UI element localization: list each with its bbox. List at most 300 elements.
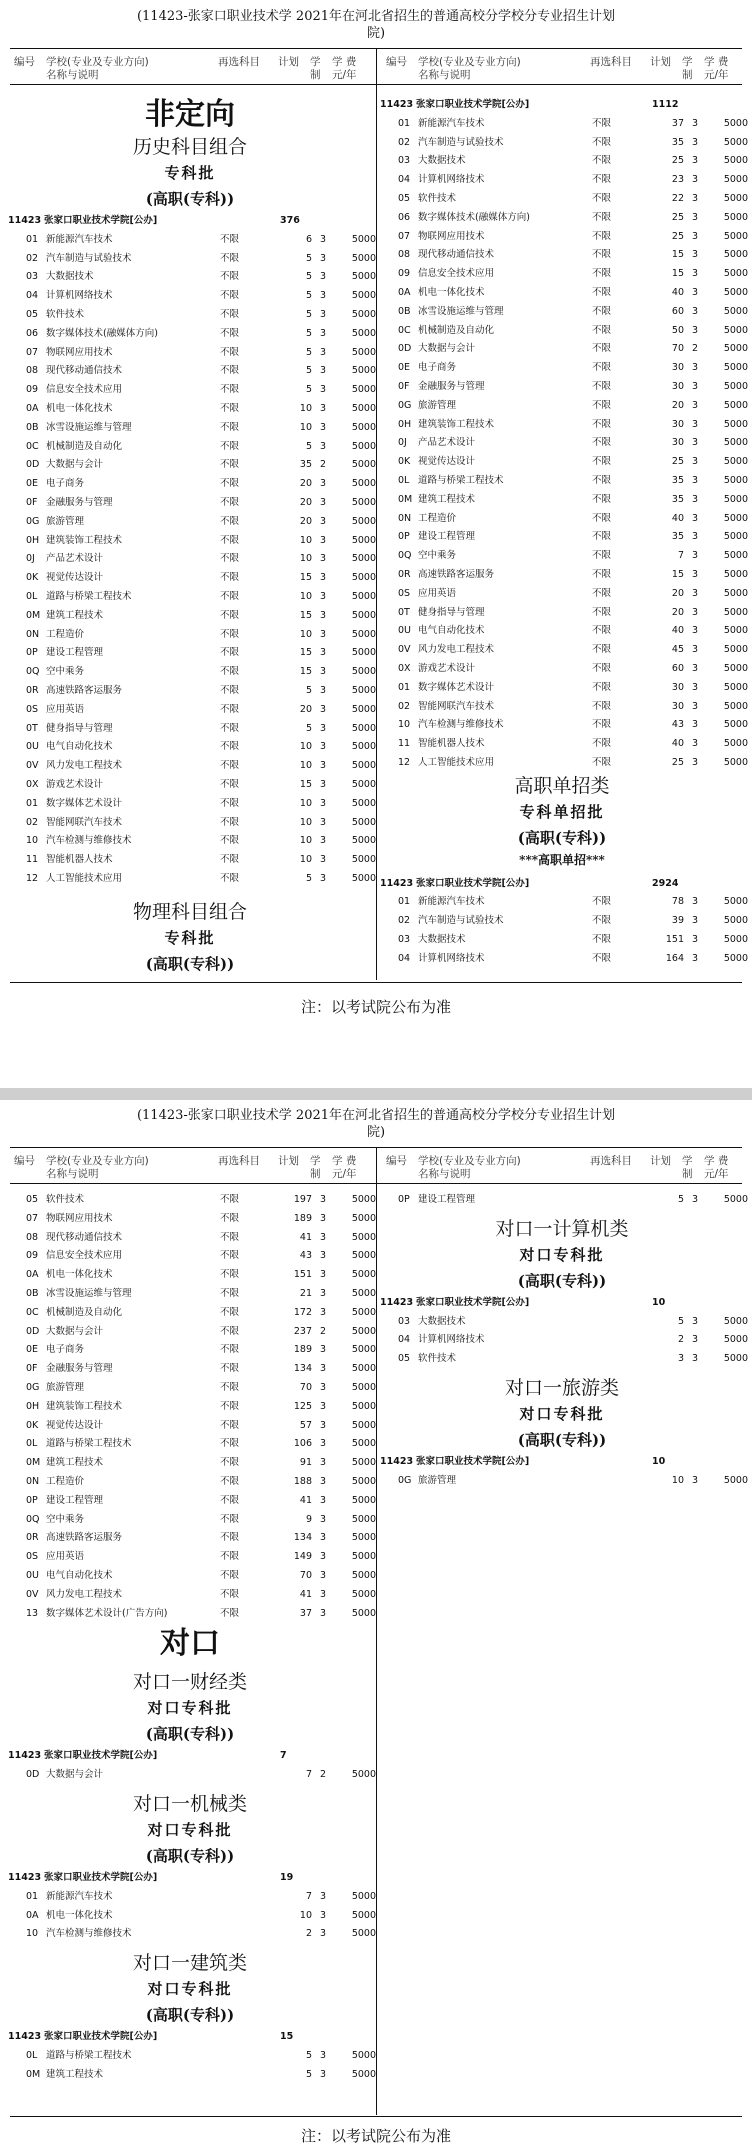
study-years: 3 [320,1551,327,1563]
table-row [8,1492,376,1511]
major-name: 视觉传达设计 [46,1419,104,1431]
table-row [8,1266,376,1285]
major-name: 大数据与会计 [46,1769,104,1781]
major-name: 大数据技术 [46,271,94,283]
reselect-subject: 不限 [592,756,612,768]
table-row [380,152,748,171]
study-years: 3 [320,741,327,753]
header-code: 编号 [14,1155,35,1167]
major-name: 旅游管理 [46,515,85,527]
major-code: 01 [26,797,39,809]
tuition-fee: 5000 [351,1607,376,1619]
major-code: 0V [26,1588,39,1600]
school-row [8,1747,372,1766]
plan-count: 22 [671,192,684,204]
study-years: 3 [692,1474,699,1486]
plan-count: 10 [299,854,312,866]
major-code: 0B [26,1287,39,1299]
study-years: 3 [320,854,327,866]
reselect-subject: 不限 [592,249,612,261]
header-reselect: 再选科目 [590,56,632,68]
reselect-subject: 不限 [592,418,612,430]
batch-label: 对口专科批 [519,1245,605,1264]
tuition-fee: 5000 [351,1769,376,1781]
plan-count: 41 [299,1494,312,1506]
reselect-subject: 不限 [592,512,612,524]
header-years-2: 制 [310,1168,321,1180]
major-code: 0S [398,587,411,599]
reselect-subject: 不限 [592,456,612,468]
p1-right-column [380,96,748,969]
reselect-subject: 不限 [592,211,612,223]
plan-count: 164 [665,952,684,964]
header-code: 编号 [14,56,35,68]
major-code: 0E [26,1344,39,1356]
reselect-subject: 不限 [220,1287,240,1299]
reselect-subject: 不限 [592,550,612,562]
major-name: 游戏艺术设计 [46,778,104,790]
batch-label: 对口专科批 [147,1699,233,1718]
plan-count: 60 [671,305,684,317]
table-row [8,494,376,513]
major-name: 计算机网络技术 [418,174,485,186]
major-code: 12 [26,872,39,884]
major-code: 11 [398,738,411,750]
table-row [380,190,748,209]
category-heading: 对口一旅游类 [504,1376,619,1399]
major-name: 空中乘务 [46,1513,85,1525]
plan-count: 37 [299,1607,312,1619]
reselect-subject: 不限 [592,474,612,486]
major-code: 0J [26,553,35,565]
major-code: 03 [398,1315,411,1327]
study-years: 3 [692,606,699,618]
tuition-fee: 5000 [351,1513,376,1525]
study-years: 3 [320,778,327,790]
study-years: 3 [320,684,327,696]
tuition-fee: 5000 [351,816,376,828]
major-name: 建筑装饰工程技术 [46,534,123,546]
tuition-fee: 5000 [723,1474,748,1486]
table-row [380,303,748,322]
tuition-fee: 5000 [723,380,748,392]
study-years: 2 [320,1769,327,1781]
study-years: 3 [320,271,327,283]
plan-count: 5 [305,365,312,377]
study-years: 3 [320,1890,327,1902]
reselect-subject: 不限 [592,230,612,242]
header-fee-2: 元/年 [704,69,729,81]
major-code: 0S [26,1551,39,1563]
major-code: 0K [26,572,39,584]
table-row [380,754,748,773]
study-years: 3 [320,1513,327,1525]
major-list [8,1766,376,1785]
major-name: 风力发电工程技术 [46,1588,123,1600]
plan-count: 106 [293,1438,312,1450]
plan-count: 30 [671,437,684,449]
reselect-subject: 不限 [220,835,240,847]
plan-count: 70 [299,1569,312,1581]
major-code: 01 [26,233,39,245]
major-code: 03 [398,155,411,167]
plan-count: 189 [293,1344,312,1356]
plan-count: 7 [677,550,684,562]
category-group [8,1950,376,2084]
level-label: (高职(专科)) [517,1430,607,1449]
plan-count: 20 [299,515,312,527]
study-years: 3 [320,760,327,772]
footer-note: 注：以考试院公布为准 [300,2127,451,2145]
major-name: 物联网应用技术 [418,230,485,242]
major-code: 10 [398,719,411,731]
major-name: 旅游管理 [46,1381,85,1393]
tuition-fee: 5000 [723,700,748,712]
reselect-subject: 不限 [592,286,612,298]
tuition-fee: 5000 [723,155,748,167]
reselect-subject: 不限 [592,136,612,148]
major-name: 大数据与会计 [418,343,476,355]
tuition-fee: 5000 [351,572,376,584]
major-name: 道路与桥梁工程技术 [46,2049,132,2061]
reselect-subject: 不限 [220,459,240,471]
tuition-fee: 5000 [351,1306,376,1318]
study-years: 3 [320,1269,327,1281]
reselect-subject: 不限 [220,572,240,584]
table-row [8,588,376,607]
study-years: 3 [320,1909,327,1921]
header-plan: 计划 [650,56,671,68]
table-row [380,491,748,510]
tuition-fee: 5000 [723,1315,748,1327]
plan-count: 25 [671,211,684,223]
major-name: 风力发电工程技术 [46,760,123,772]
column-divider [376,48,377,980]
plan-count: 39 [671,915,684,927]
major-name: 空中乘务 [418,550,457,562]
category-heading: 对口一机械类 [132,1792,247,1815]
school-name: 张家口职业技术学院[公办] [416,877,530,889]
major-name: 建设工程管理 [418,531,476,543]
major-code: 0M [26,1457,41,1469]
plan-count: 5 [305,722,312,734]
study-years: 3 [692,662,699,674]
major-list [380,1191,748,1210]
major-name: 智能网联汽车技术 [46,816,123,828]
study-years: 3 [320,1457,327,1469]
tuition-fee: 5000 [351,797,376,809]
level-label: (高职(专科)) [145,954,235,973]
table-row [8,400,376,419]
tuition-fee: 5000 [351,647,376,659]
major-code: 0K [398,456,411,468]
tuition-fee: 5000 [723,174,748,186]
major-list [8,1888,376,1944]
major-name: 电子商务 [418,362,457,374]
major-code: 0J [398,437,407,449]
major-code: 0C [26,1306,39,1318]
reselect-subject: 不限 [592,681,612,693]
reselect-subject: 不限 [220,647,240,659]
table-row [8,776,376,795]
reselect-subject: 不限 [220,308,240,320]
table-row [8,362,376,381]
major-code: 0F [26,1363,38,1375]
tuition-fee: 5000 [723,1334,748,1346]
table-row [8,268,376,287]
school-code: 11423 [380,1455,414,1467]
major-name: 数字媒体艺术设计 [418,681,495,693]
study-years: 3 [692,568,699,580]
major-name: 数字媒体艺术设计 [46,797,123,809]
school-total: 1112 [652,99,679,110]
reselect-subject: 不限 [592,700,612,712]
school-name: 张家口职业技术学院[公办] [416,1455,530,1467]
major-code: 0U [26,1569,39,1581]
major-code: 10 [26,835,39,847]
major-name: 机械制造及自动化 [46,440,123,452]
major-code: 0A [26,1269,39,1281]
plan-count: 5 [305,327,312,339]
table-row [380,716,748,735]
major-list [380,115,748,773]
major-name: 软件技术 [46,1194,85,1205]
tuition-fee: 5000 [723,474,748,486]
tuition-fee: 5000 [351,1250,376,1262]
major-code: 0C [398,324,411,336]
subject-group-heading: 历史科目组合 [132,136,247,158]
major-name: 人工智能技术应用 [418,756,495,768]
study-years: 3 [320,1363,327,1375]
tuition-fee: 5000 [351,384,376,396]
major-name: 建设工程管理 [418,1194,476,1205]
tuition-fee: 5000 [351,703,376,715]
plan-count: 23 [671,174,684,186]
major-code: 05 [26,1194,39,1205]
major-name: 机电一体化技术 [46,1269,113,1281]
reselect-subject: 不限 [220,1457,240,1469]
major-code: 0G [26,515,40,527]
study-years: 3 [692,756,699,768]
table-row [380,679,748,698]
tuition-fee: 5000 [723,719,748,731]
major-name: 机械制造及自动化 [46,1306,123,1318]
major-code: 0X [398,662,411,674]
school-row [380,96,744,115]
major-name: 电气自动化技术 [46,741,113,753]
school-code: 11423 [8,215,42,226]
plan-count: 20 [671,587,684,599]
major-code: 0R [26,1532,39,1544]
study-years: 3 [692,136,699,148]
table-row [8,1229,376,1248]
major-code: 0V [398,644,411,656]
table-row [8,287,376,306]
major-code: 07 [26,346,39,358]
major-code: 0Q [26,666,40,678]
level-label: (高职(专科)) [145,190,235,208]
plan-count: 20 [299,478,312,490]
study-years: 3 [692,644,699,656]
major-code: 0U [26,741,39,753]
major-code: 0L [26,1438,38,1450]
tuition-fee: 5000 [351,1569,376,1581]
table-row [8,644,376,663]
tuition-fee: 5000 [723,644,748,656]
reselect-subject: 不限 [220,327,240,339]
table-row [380,1331,748,1350]
table-row [380,209,748,228]
tuition-fee: 5000 [723,211,748,223]
tuition-fee: 5000 [351,271,376,283]
study-years: 3 [692,1315,699,1327]
major-name: 大数据技术 [418,1315,466,1327]
reselect-subject: 不限 [220,1438,240,1450]
reselect-subject: 不限 [592,305,612,317]
table-row [8,513,376,532]
study-years: 3 [320,872,327,884]
plan-count: 7 [305,1769,312,1781]
header-reselect: 再选科目 [218,1155,260,1167]
major-name: 汽车制造与试验技术 [46,252,132,264]
plan-count: 60 [671,662,684,674]
plan-count: 7 [305,1890,312,1902]
section-heading-duikou: 对口 [160,1626,220,1662]
study-years: 3 [320,1287,327,1299]
study-years: 3 [320,1212,327,1224]
header-desc: 名称与说明 [46,69,99,81]
major-code: 0G [26,1381,40,1393]
plan-count: 15 [671,568,684,580]
major-code: 0B [398,305,411,317]
major-code: 0D [26,1769,40,1781]
table-row [8,1548,376,1567]
plan-count: 15 [299,572,312,584]
major-name: 大数据技术 [418,934,466,946]
table-row [380,950,748,969]
table-row [8,1285,376,1304]
major-code: 0D [26,459,40,471]
tuition-fee: 5000 [723,399,748,411]
major-name: 风力发电工程技术 [418,644,495,656]
major-code: 01 [398,896,411,908]
tuition-fee: 5000 [351,1475,376,1487]
major-name: 旅游管理 [418,1474,457,1486]
reselect-subject: 不限 [592,934,612,946]
header-years: 学 [682,1155,693,1167]
school-row [8,212,372,231]
major-name: 汽车检测与维修技术 [46,835,132,847]
study-years: 3 [692,211,699,223]
major-name: 大数据与会计 [46,1325,104,1337]
tuition-fee: 5000 [351,1325,376,1337]
study-years: 3 [692,1334,699,1346]
major-code: 01 [398,681,411,693]
category-group [380,1375,748,1491]
study-years: 3 [692,324,699,336]
reselect-subject: 不限 [220,778,240,790]
major-name: 软件技术 [418,192,457,204]
reselect-subject: 不限 [220,1344,240,1356]
school-code: 11423 [8,1871,42,1883]
study-years: 3 [320,478,327,490]
major-name: 汽车制造与试验技术 [418,915,504,927]
study-years: 3 [320,609,327,621]
study-years: 3 [692,512,699,524]
study-years: 3 [320,1475,327,1487]
school-total: 2924 [652,877,679,889]
tuition-fee: 5000 [351,590,376,602]
table-row [8,1323,376,1342]
title-line-1: (11423-张家口职业技术学 2021年在河北省招生的普通高校分学校分专业招生计划 [136,1108,616,1123]
study-years: 3 [320,308,327,320]
plan-count: 10 [299,421,312,433]
tuition-fee: 5000 [351,515,376,527]
plan-count: 6 [305,233,312,245]
plan-count: 197 [293,1194,312,1205]
tuition-fee: 5000 [723,531,748,543]
study-years: 3 [692,700,699,712]
table-row [8,832,376,851]
table-row [380,134,748,153]
major-code: 0H [398,418,412,430]
major-name: 旅游管理 [418,399,457,411]
major-name: 建筑工程技术 [46,2068,104,2080]
plan-count: 30 [671,418,684,430]
major-name: 人工智能技术应用 [46,872,123,884]
tuition-fee: 5000 [351,1438,376,1450]
table-row [8,701,376,720]
reselect-subject: 不限 [220,534,240,546]
school-code: 11423 [8,2031,42,2043]
plan-count: 134 [293,1363,312,1375]
school-name: 张家口职业技术学院[公办] [44,215,158,226]
header-school: 学校(专业及专业方向) [46,56,149,68]
reselect-subject: 不限 [220,421,240,433]
major-code: 0N [26,628,40,640]
study-years: 3 [320,252,327,264]
title-line-1: (11423-张家口职业技术学 2021年在河北省招生的普通高校分学校分专业招生计划 [136,9,616,24]
table-row [8,344,376,363]
p2-right-column [380,1191,748,1491]
tuition-fee: 5000 [723,493,748,505]
header-fee: 学 费 [704,56,729,68]
level-label: (高职(专科)) [517,1271,607,1290]
table-row [380,893,748,912]
major-name: 新能源汽车技术 [46,1890,113,1902]
study-years: 3 [320,628,327,640]
major-code: 0D [26,1325,40,1337]
table-row [380,660,748,679]
table-row [380,528,748,547]
table-row [8,306,376,325]
major-code: 08 [26,1231,39,1243]
tuition-fee: 5000 [723,568,748,580]
tuition-fee: 5000 [723,1194,748,1205]
study-years: 3 [320,797,327,809]
major-code: 0L [398,474,410,486]
major-name: 大数据技术 [418,155,466,167]
plan-count: 5 [677,1194,684,1205]
plan-count: 10 [299,835,312,847]
tuition-fee: 5000 [351,684,376,696]
major-code: 0S [26,703,39,715]
major-name: 新能源汽车技术 [418,117,485,129]
major-code: 0X [26,778,39,790]
table-row [8,1454,376,1473]
tuition-fee: 5000 [351,1928,376,1940]
table-row [8,438,376,457]
